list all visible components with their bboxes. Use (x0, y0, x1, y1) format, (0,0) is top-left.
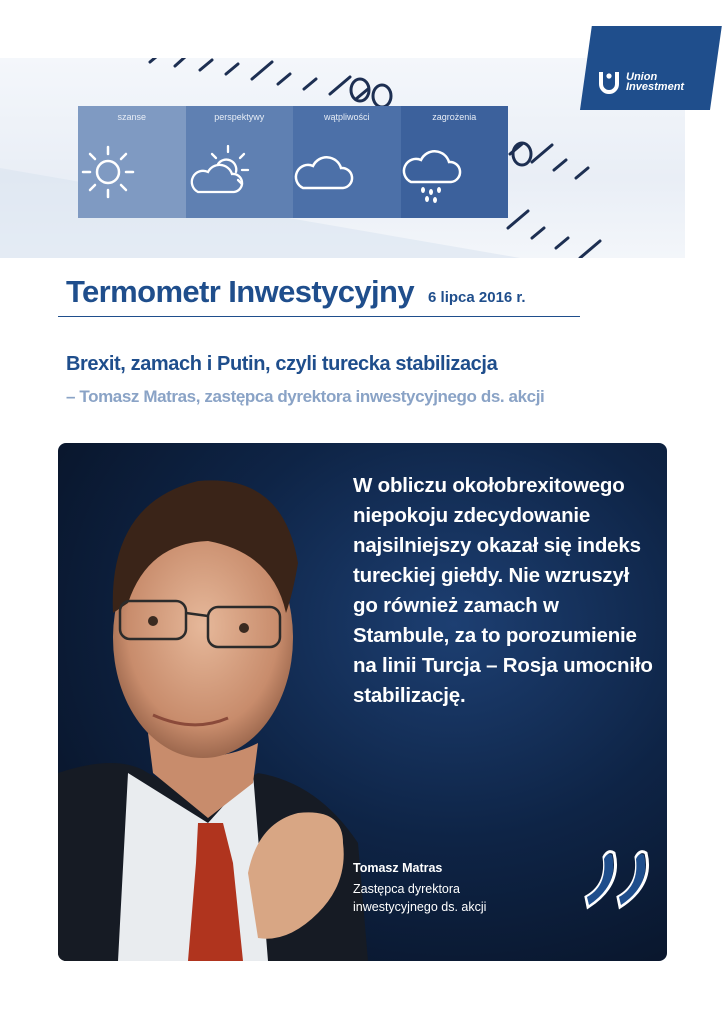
signature-name: Tomasz Matras (353, 861, 443, 875)
union-investment-logo (598, 70, 684, 94)
scale-cell-szanse (78, 106, 186, 218)
logo-line-1: Union (626, 71, 658, 83)
page-title: Termometr Inwestycyjny (66, 274, 415, 309)
quote-card (58, 443, 667, 961)
union-logo-icon (598, 70, 620, 94)
quotation-mark-icon (578, 845, 658, 915)
scale-cell-watpliwosci (293, 106, 401, 218)
investment-climate-scale (78, 106, 508, 218)
scale-label: perspektywy (214, 112, 265, 122)
title-divider (58, 316, 580, 317)
logo-tab-background (580, 26, 722, 110)
signature-role: Zastępca dyrektora inwestycyjnego ds. akcji (353, 882, 487, 914)
scale-label: szanse (117, 112, 147, 122)
pull-quote: W obliczu okołobrexitowego niepokoju zdecydowanie najsilniejszy okazał się indeks tureckiej giełdy. Nie wzruszył go również zamach w Stambule, za to porozumienie na linii Turcja – Rosja umocniło stabilizację. (353, 474, 653, 707)
scale-cell-perspektywy (186, 106, 294, 218)
scale-label: wątpliwości (323, 112, 370, 122)
sun-cloud-icon (186, 142, 256, 202)
scale-cell-zagrozenia (401, 106, 509, 218)
publication-date: 6 lipca 2016 r. (428, 289, 526, 306)
logo-line-2: Investment (626, 81, 685, 93)
sun-icon (78, 142, 138, 202)
rain-cloud-icon (401, 142, 465, 208)
document-header (66, 274, 526, 310)
scale-label: zagrożenia (432, 112, 477, 122)
author-line: – Tomasz Matras, zastępca dyrektora inwestycyjnego ds. akcji (66, 387, 545, 406)
cloud-icon (293, 142, 357, 202)
article-subtitle: Brexit, zamach i Putin, czyli turecka stabilizacja (66, 353, 498, 375)
